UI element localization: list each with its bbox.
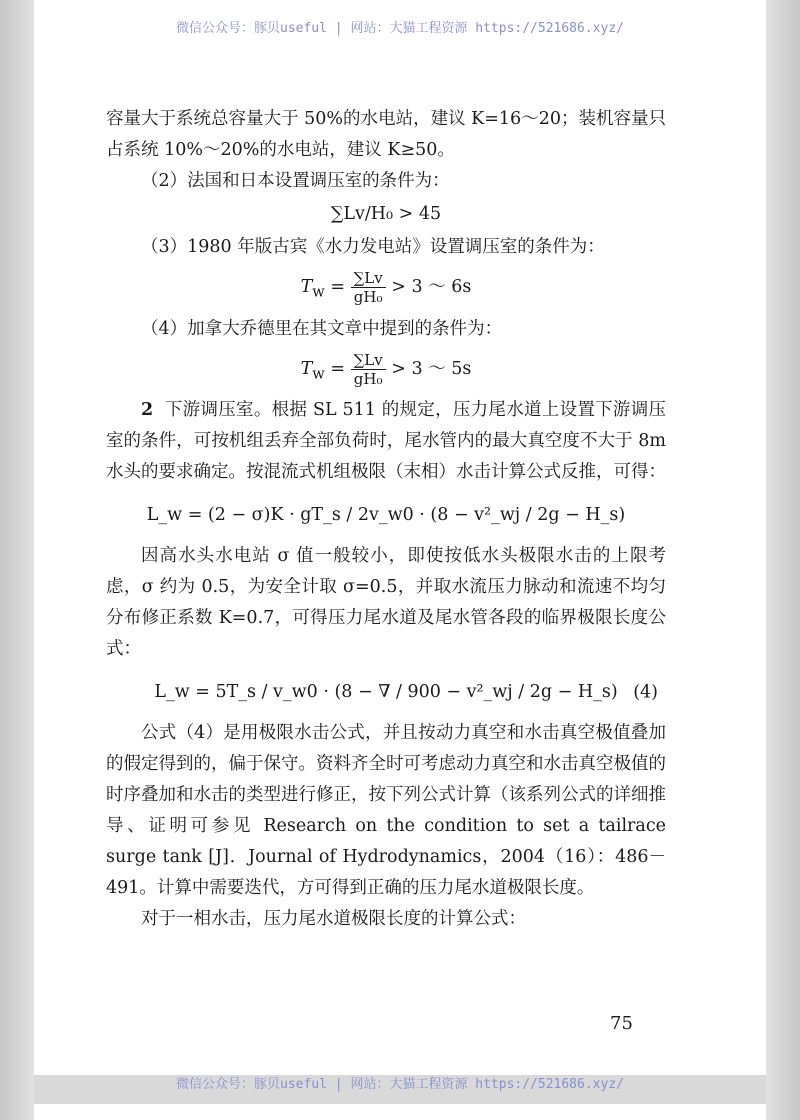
right-shadow xyxy=(766,0,800,1120)
paragraph-1: 容量大于系统总容量大于 50%的水电站，建议 K=16～20；装机容量只占系统 10%～20%的水电站，建议 K≥50。 xyxy=(106,109,666,160)
equation-lw-2: L_w = 5T_s / v_w0 · (8 − ∇ / 900 − v²_wj / 2g − H_s) (4) xyxy=(106,677,666,708)
equation-tw-1: $T_w$ = $\frac{\sum Lv}{\text{gH₀}}$ > 3 ～ 6s xyxy=(300,269,472,306)
equation-number: (4) xyxy=(633,682,658,702)
page-content xyxy=(106,104,666,935)
paragraph-7: 公式（4）是用极限水击公式，并且按动力真空和水击真空极值叠加的假定得到的，偏于保守。资料齐全时可考虑动力真空和水击真空极值的时序叠加和水击的类型进行修正，按下列公式计算（该系列公式的详细推导、证明可参见 Research on the condition to set a tailrace surge tank [J]．Journal of Hydrodynamics，2004（16）：486－491。计算中需要迭代，方可得到正确的压力尾水道极限长度。 xyxy=(106,723,666,898)
paragraph-3: （3）1980 年版古宾《水力发电站》设置调压室的条件为： xyxy=(141,237,605,257)
page-number: 75 xyxy=(610,1013,633,1034)
paragraph-2: （2）法国和日本设置调压室的条件为： xyxy=(141,171,450,191)
next-page-edge xyxy=(34,1104,766,1120)
watermark-bottom: 微信公众号：豚贝useful | 网站：大猫工程资源 https://521686.xyz/ xyxy=(176,1077,624,1092)
watermark-top: 微信公众号：豚贝useful | 网站：大猫工程资源 https://521686.xyz/ xyxy=(176,21,624,36)
paragraph-6: 因高水头水电站 σ 值一般较小，即使按低水头极限水击的上限考虑，σ 约为 0.5，为安全计取 σ=0.5，并取水流压力脉动和流速不均匀分布修正系数 K=0.7，可得压力尾水道及尾水管各段的临界极限长度公式： xyxy=(106,546,666,659)
paragraph-8: 对于一相水击，压力尾水道极限长度的计算公式： xyxy=(141,909,526,929)
equation-tw-2: $T_w$ = $\frac{\sum Lv}{\text{gH₀}}$ > 3 ～ 5s xyxy=(300,350,472,388)
equation-lw-1: L_w = (2 − σ)K · gT_s / 2v_w0 · (8 − v²_wj / 2g − H_s) xyxy=(146,505,626,525)
paragraph-5: 2 下游调压室。根据 SL 511 的规定，压力尾水道上设置下游调压室的条件，可按机组丢弃全部负荷时，尾水管内的最大真空度不大于 8m 水头的要求确定。按混流式机组极限（末相）水击计算公式反推，可得： xyxy=(106,400,666,482)
left-shadow xyxy=(0,0,34,1120)
equation-1: ∑Lv/H₀ > 45 xyxy=(330,204,442,224)
section-number: 2 xyxy=(141,400,154,420)
paragraph-4: （4）加拿大乔德里在其文章中提到的条件为： xyxy=(141,318,503,339)
